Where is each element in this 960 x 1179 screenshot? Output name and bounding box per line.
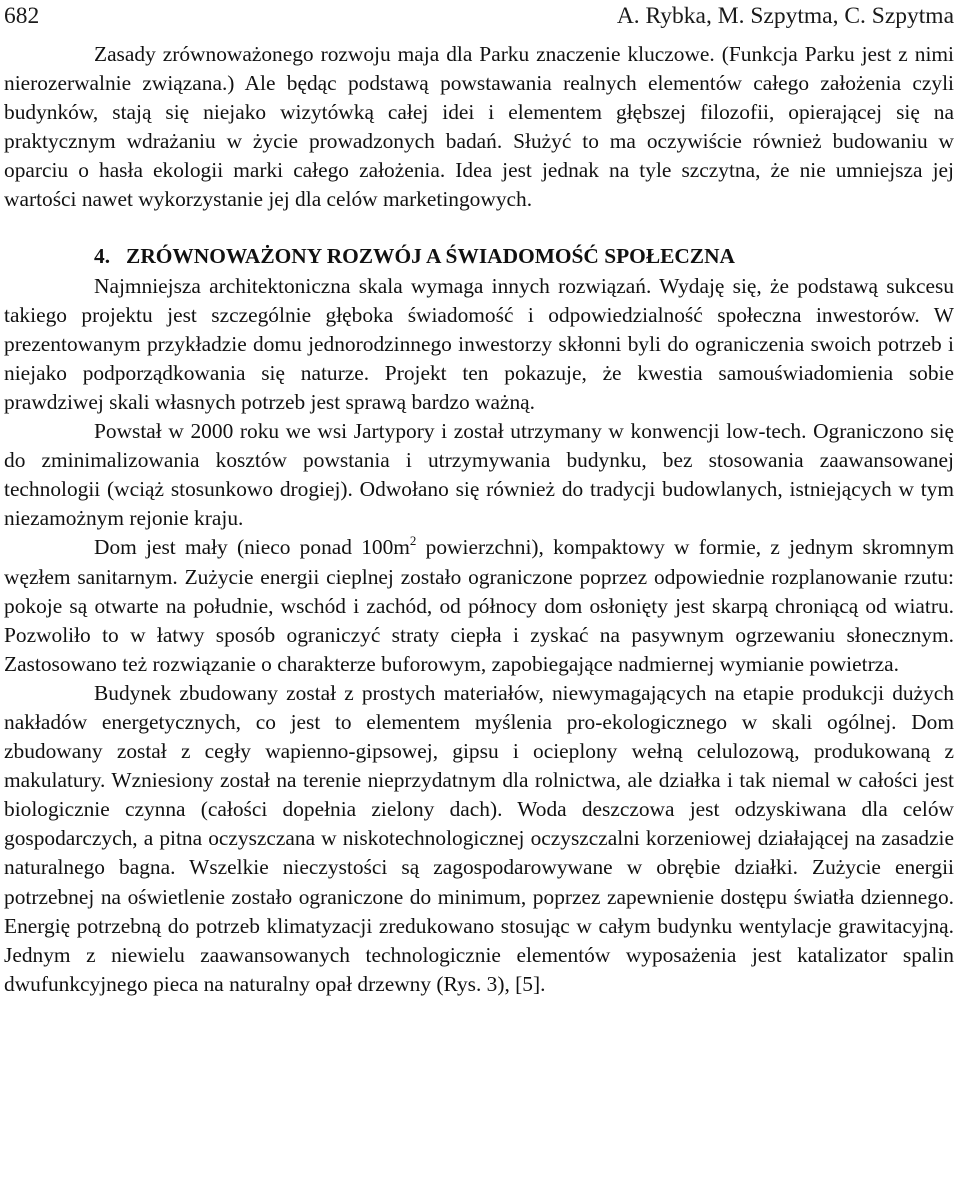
- paragraph-house-size: [4, 533, 954, 678]
- section-title: ZRÓWNOWAŻONY ROZWÓJ A ŚWIADOMOŚĆ SPOŁECZNA: [126, 243, 735, 268]
- intro-paragraph: Zasady zrównoważonego rozwoju maja dla Parku znaczenie kluczowe. (Funkcja Parku jest z nimi nierozerwalnie związana.) Ale będąc podstawą powstawania realnych elementów całego założenia czyli budynków, stają się niejako wizytówką całej idei i elementem głębszej filozofii, opierającej się na praktycznym wdrażaniu w życie prowadzonych badań. Służyć to ma oczywiście również budowaniu w oparciu o hasła ekologii marki całego założenia. Idea jest jednak na tyle szczytna, że nie umniejsza jej wartości nawet wykorzystanie jej dla celów marketingowych.: [4, 42, 954, 212]
- running-header: [4, 0, 954, 34]
- section-number: 4.: [94, 243, 111, 268]
- house-size-text-start: Dom jest mały (nieco ponad 100m: [94, 535, 410, 560]
- page-number: 682: [4, 3, 40, 29]
- superscript-squared: 2: [409, 533, 417, 549]
- paragraph-materials: Budynek zbudowany został z prostych materiałów, niewymagających na etapie produkcji dużych nakładów energetycznych, co jest to elementem myślenia pro-ekologicznego w skali ogólnej. Dom zbudowany został z cegły wapienno-gipsowej, gipsu i ocieplony wełną celulozową, produkowaną z makulatury. Wzniesiony został na terenie nieprzydatnym dla rolnictwa, ale działka i tak niemal w całości jest biologicznie czynna (całości dopełnia zielony dach). Woda deszczowa jest odzyskiwana dla celów gospodarczych, a pitna oczyszczana w niskotechnologicznej oczyszczalni korzeniowej działającej na zasadzie naturalnego bagna. Wszelkie nieczystości są zagospodarowywane w obrębie działki. Zużycie energii potrzebnej na oświetlenie zostało ograniczone do minimum, poprzez zapewnienie dostępu światła dziennego. Energię potrzebną do potrzeb klimatyzacji zredukowano stosując w całym budynku wentylacje grawitacyjną. Jednym z niewielu zaawansowanych technologicznie elementów wyposażenia jest katalizator spalin dwufunkcyjnego pieca na naturalny opał drzewny (Rys. 3), [5].: [4, 680, 954, 996]
- header-authors: A. Rybka, M. Szpytma, C. Szpytma: [616, 3, 954, 29]
- body-text: [4, 40, 954, 999]
- house-size-text-end: powierzchni), kompaktowy w formie, z jednym skromnym węzłem sanitarnym. Zużycie energii cieplnej zostało ograniczone poprzez odpowiednie rozplanowanie rzutu: pokoje są otwarte na południe, wschód i zachód, od północy dom osłonięty jest skarpą chroniącą od wiatru. Pozwoliło to w łatwy sposób ograniczyć straty ciepła i zyskać na pasywnym ogrzewaniu słonecznym. Zastosowano też rozwiązanie o charakterze buforowym, zapobiegające nadmiernej wymianie powietrza.: [4, 535, 954, 676]
- section-heading: [4, 240, 954, 272]
- paragraph-low-tech: Powstał w 2000 roku we wsi Jartypory i został utrzymany w konwencji low-tech. Ograniczono się do zminimalizowania kosztów powstania i utrzymywania budynku, bez stosowania zaawansowanej technologii (wciąż stosunkowo drogiej). Odwołano się również do tradycji budowlanych, istniejących w tym niezamożnym rejonie kraju.: [4, 419, 954, 531]
- paragraph-responsibility: Najmniejsza architektoniczna skala wymaga innych rozwiązań. Wydaję się, że podstawą sukcesu takiego projektu jest szczególnie głęboka świadomość i odpowiedzialność społeczna inwestorów. W prezentowanym przykładzie domu jednorodzinnego inwestorzy skłonni byli do ograniczenia swoich potrzeb i niejako podporządkowania się naturze. Projekt ten pokazuje, że kwestia samouświadomienia sobie prawdziwej skali własnych potrzeb jest sprawą bardzo ważną.: [4, 273, 954, 414]
